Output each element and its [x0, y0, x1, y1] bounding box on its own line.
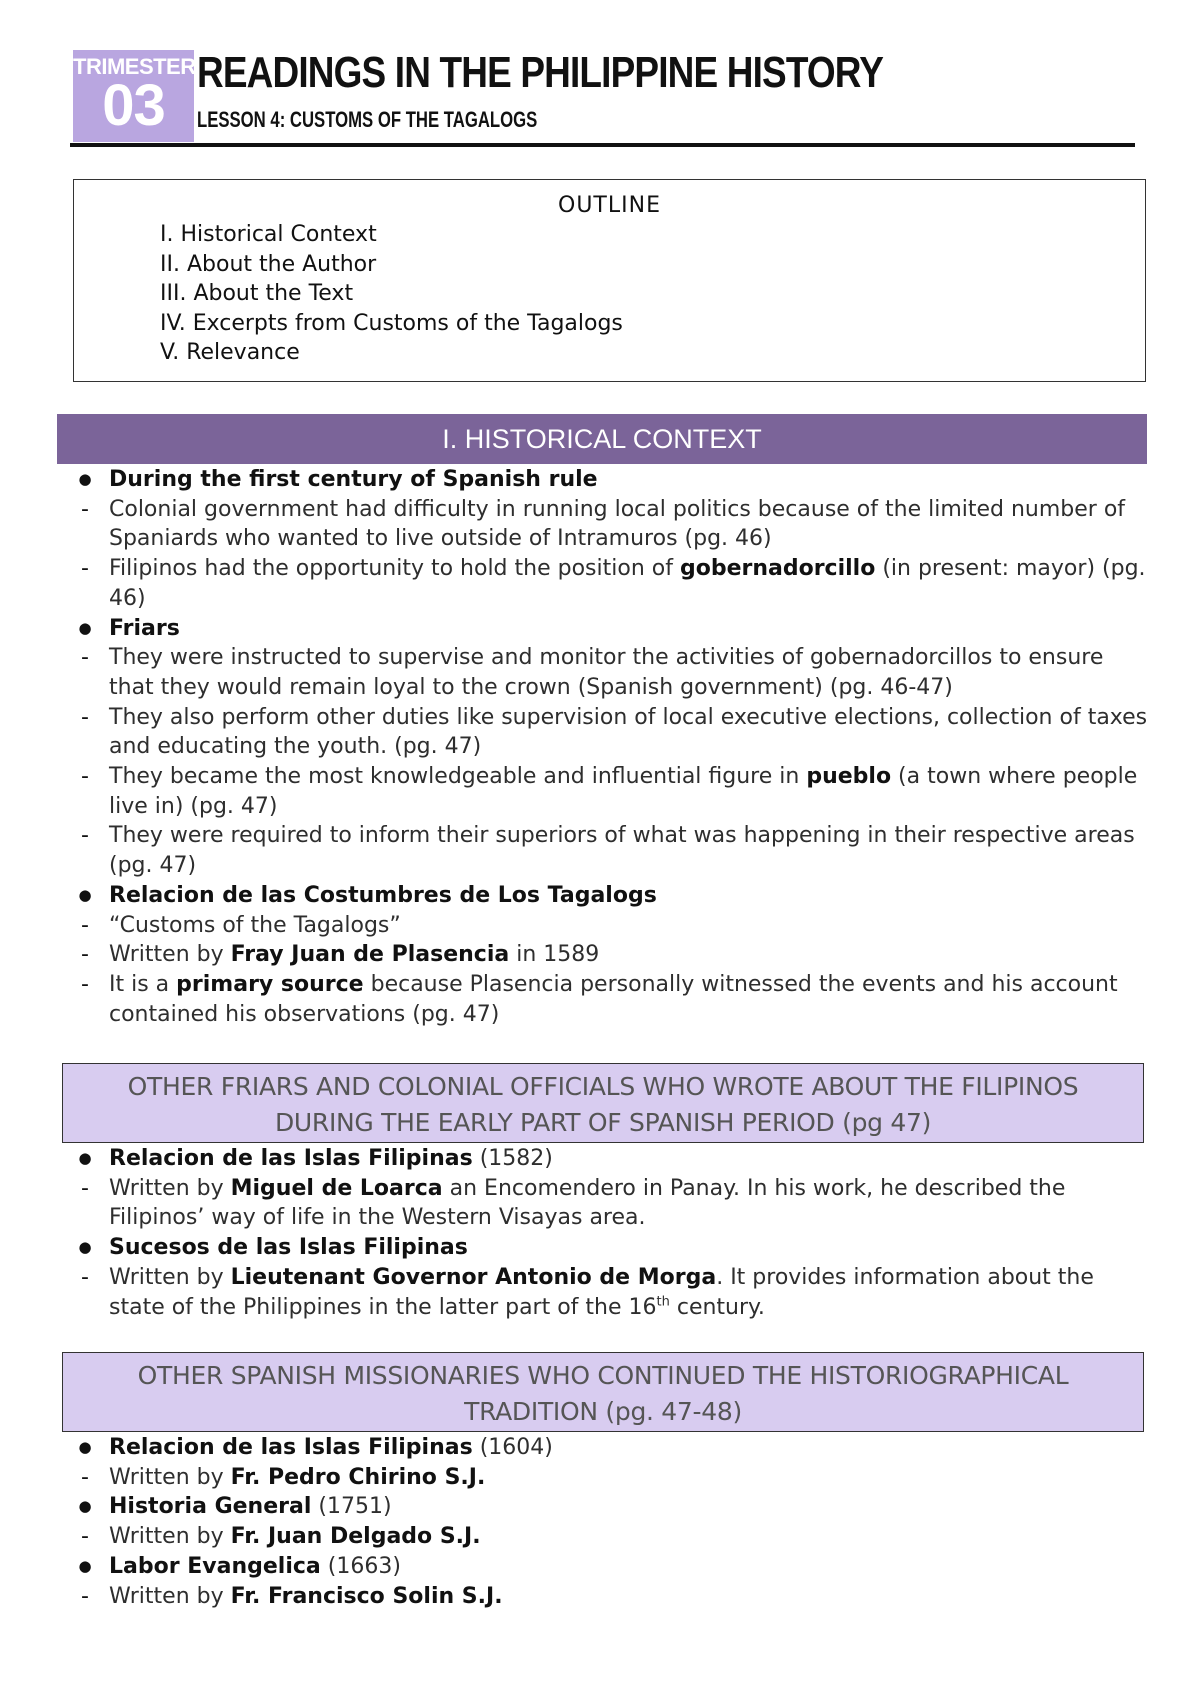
list-item: [70, 1263, 1150, 1322]
bullet-marker: ●: [78, 470, 92, 488]
historical-context-list: [70, 465, 1150, 1029]
detail-text: in 1589: [509, 942, 600, 968]
badge-number: 03: [102, 73, 165, 138]
dash-marker: -: [81, 704, 89, 730]
list-item: [70, 703, 1150, 762]
detail-text: They were required to inform their superiors of what was happening in their respective areas (pg. 47): [109, 823, 1135, 879]
dash-marker: -: [81, 942, 89, 968]
author-name: Lieutenant Governor Antonio de Morga: [230, 1264, 717, 1290]
key-term: Fray Juan de Plasencia: [230, 942, 510, 968]
outline-item: V. Relevance: [160, 340, 300, 365]
author-name: Miguel de Loarca: [230, 1175, 443, 1201]
list-item: [70, 970, 1150, 1029]
list-item: [70, 1144, 1150, 1174]
detail-text: Written by: [109, 1583, 231, 1609]
key-term: pueblo: [806, 764, 892, 790]
list-item: [70, 1492, 1150, 1522]
dash-marker: -: [81, 1524, 89, 1550]
author-name: Fr. Juan Delgado S.J.: [230, 1524, 481, 1550]
detail-text: Colonial government had difficulty in running local politics because of the limited number of Spaniards who wanted to live outside of Intramuros (pg. 46): [109, 496, 1126, 552]
year-text: (1604): [472, 1435, 553, 1460]
detail-text: It is a: [109, 971, 177, 997]
year-text: (1663): [320, 1553, 401, 1579]
outline-item: I. Historical Context: [160, 222, 377, 247]
detail-text: Filipinos had the opportunity to hold the position of: [109, 556, 680, 582]
detail-text: They became the most knowledgeable and influential figure in: [109, 764, 807, 790]
bullet-text: Labor Evangelica: [109, 1553, 321, 1579]
list-item: [70, 465, 1150, 495]
list-item: [70, 1582, 1150, 1612]
dash-marker: -: [81, 556, 89, 582]
superscript: th: [656, 1294, 670, 1310]
section-heading-historical-context: I. HISTORICAL CONTEXT: [57, 414, 1147, 464]
subsection-heading-friars-officials: [62, 1063, 1144, 1143]
list-item: [70, 1522, 1150, 1552]
detail-text: (in present: mayor) (pg. 46): [109, 556, 1146, 611]
outline-list: [160, 220, 623, 368]
subsection-heading-line: DURING THE EARLY PART OF SPANISH PERIOD (pg 47): [274, 1108, 932, 1137]
list-item: [70, 911, 1150, 941]
bullet-text: During the first century of Spanish rule: [109, 467, 598, 492]
list-item: [70, 614, 1150, 644]
bullet-text: Relacion de las Islas Filipinas: [109, 1435, 473, 1460]
bullet-text: Relacion de las Islas Filipinas: [109, 1146, 473, 1171]
bullet-marker: ●: [78, 1556, 92, 1575]
page-title: READINGS IN THE PHILIPPINE HISTORY: [197, 48, 884, 97]
dash-marker: -: [81, 1264, 89, 1290]
friars-officials-list: [70, 1144, 1150, 1322]
bullet-text: Friars: [109, 615, 180, 641]
detail-text: “Customs of the Tagalogs”: [109, 912, 401, 938]
list-item: [70, 762, 1150, 821]
list-item: [70, 881, 1150, 911]
bullet-marker: ●: [78, 618, 92, 637]
subsection-heading-line: OTHER SPANISH MISSIONARIES WHO CONTINUED THE HISTORIOGRAPHICAL: [137, 1361, 1069, 1390]
dash-marker: -: [81, 764, 89, 790]
detail-text: Written by: [109, 1464, 231, 1490]
outline-title: OUTLINE: [558, 193, 661, 218]
dash-marker: -: [81, 496, 89, 522]
detail-text: Written by: [109, 1524, 231, 1550]
detail-text: Written by: [109, 1175, 231, 1201]
list-item: [70, 1552, 1150, 1582]
dash-marker: -: [81, 912, 89, 938]
bullet-text: Historia General: [109, 1494, 312, 1520]
bullet-text: Relacion de las Costumbres de Los Tagalogs: [109, 882, 657, 908]
outline-item: III. About the Text: [160, 281, 354, 306]
list-item: [70, 495, 1150, 554]
bullet-text: Sucesos de las Islas Filipinas: [109, 1235, 468, 1261]
badge-label: TRIMESTER: [73, 54, 196, 79]
subsection-heading-line: OTHER FRIARS AND COLONIAL OFFICIALS WHO WROTE ABOUT THE FILIPINOS: [127, 1072, 1079, 1101]
header-divider: [70, 143, 1135, 147]
detail-text: They were instructed to supervise and monitor the activities of gobernadorcillos to ensure that they would remain loyal to the crown (Spanish government) (pg. 46-47): [109, 645, 1104, 700]
missionaries-list: [70, 1433, 1150, 1611]
detail-text: They also perform other duties like supervision of local executive elections, collection of taxes and educating the youth. (pg. 47): [109, 704, 1148, 760]
detail-text: Written by: [109, 942, 231, 968]
dash-marker: -: [81, 645, 89, 671]
year-text: (1751): [311, 1494, 392, 1520]
subsection-heading-missionaries: [62, 1352, 1144, 1432]
outline-box: [73, 179, 1146, 382]
dash-marker: -: [81, 1583, 89, 1609]
bullet-marker: ●: [78, 1438, 92, 1456]
detail-text: because Plasencia personally witnessed the events and his account contained his observations (pg. 47): [109, 971, 1118, 1027]
detail-text: an Encomendero in Panay. In his work, he described the Filipinos’ way of life in the Western Visayas area.: [109, 1175, 1066, 1231]
dash-marker: -: [81, 1464, 89, 1490]
list-item: [70, 821, 1150, 880]
author-name: Fr. Pedro Chirino S.J.: [230, 1464, 486, 1490]
list-item: [70, 554, 1150, 613]
list-item: [70, 1463, 1150, 1493]
bullet-marker: ●: [78, 885, 92, 904]
author-name: Fr. Francisco Solin S.J.: [230, 1583, 503, 1609]
outline-item: IV. Excerpts from Customs of the Tagalogs: [160, 310, 623, 336]
dash-marker: -: [81, 823, 89, 849]
detail-text: Written by: [109, 1264, 231, 1290]
list-item: [70, 1174, 1150, 1233]
bullet-marker: ●: [78, 1497, 92, 1516]
detail-text: . It provides information about the state of the Philippines in the latter part of the 16: [109, 1264, 1094, 1320]
subsection-heading-line: TRADITION (pg. 47-48): [464, 1397, 742, 1426]
key-term: primary source: [176, 971, 364, 997]
trimester-badge: [73, 50, 194, 142]
detail-text: (a town where people live in) (pg. 47): [109, 764, 1138, 819]
key-term: gobernadorcillo: [679, 556, 876, 582]
bullet-marker: ●: [78, 1238, 92, 1257]
dash-marker: -: [81, 971, 89, 997]
list-item: [70, 1433, 1150, 1463]
detail-text: century.: [669, 1294, 765, 1320]
list-item: [70, 940, 1150, 970]
outline-item: II. About the Author: [160, 251, 377, 277]
year-text: (1582): [472, 1146, 553, 1171]
bullet-marker: ●: [78, 1149, 92, 1167]
lesson-subtitle: LESSON 4: CUSTOMS OF THE TAGALOGS: [197, 107, 538, 132]
list-item: [70, 643, 1150, 702]
list-item: [70, 1233, 1150, 1263]
dash-marker: -: [81, 1175, 89, 1201]
